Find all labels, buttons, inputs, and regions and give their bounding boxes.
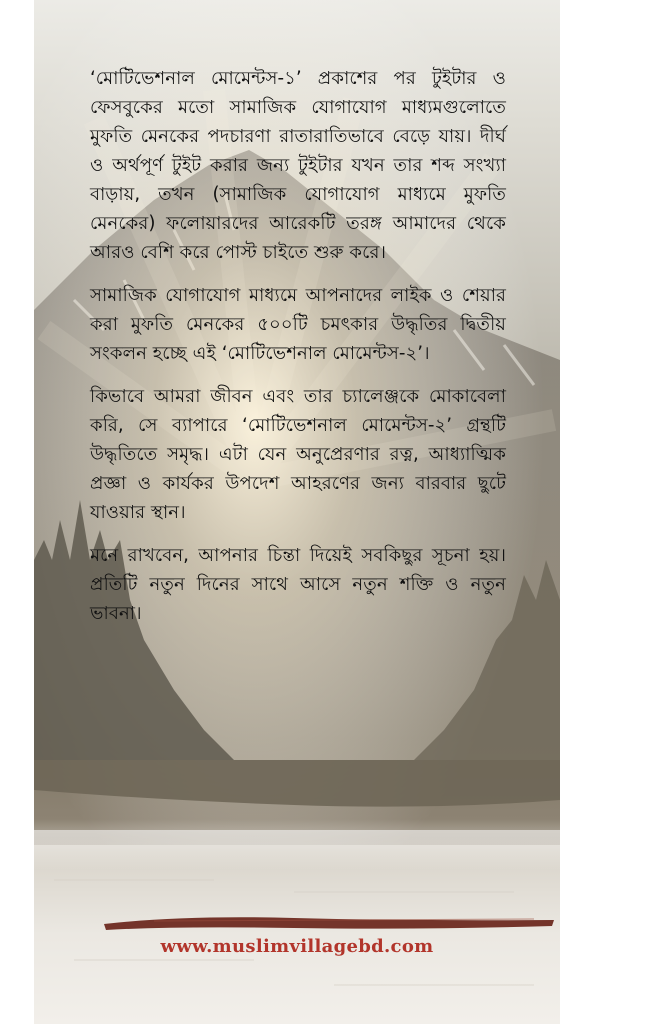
lake	[34, 845, 560, 1024]
paragraph-4: মনে রাখবেন, আপনার চিন্তা দিয়েই সবকিছুর সূচনা হয়। প্রতিটি নতুন দিনের সাথে আসে নতুন শক্তি ও নতুন ভাবনা।	[90, 545, 506, 624]
paragraph-3: কিভাবে আমরা জীবন এবং তার চ্যালেঞ্জকে মোকাবেলা করি, সে ব্যাপারে ‘মোটিভেশনাল মোমেন্টস-২’ গ্রন্থটি উদ্ধৃতিতে সমৃদ্ধ। এটা যেন অনুপ্রেরণার রত্ন, আধ্যাত্মিক প্রজ্ঞা ও কার্যকর উপদেশ আহরণের জন্য বারবার ছুটে যাওয়ার স্থান।	[90, 386, 506, 523]
paragraph-2: সামাজিক যোগাযোগ মাধ্যমে আপনাদের লাইক ও শেয়ার করা মুফতি মেনকের ৫০০টি চমৎকার উদ্ধৃতির দ্বিতীয় সংকলন হচ্ছে এই ‘মোটিভেশনাল মোমেন্টস-২’।	[90, 285, 506, 364]
paragraph-1: ‘মোটিভেশনাল মোমেন্টস-১’ প্রকাশের পর টুইটার ও ফেসবুকের মতো সামাজিক যোগাযোগ মাধ্যমগুলোতে মুফতি মেনকের পদচারণা রাতারাতিভাবে বেড়ে যায়। দীর্ঘ ও অর্থপূর্ণ টুইট করার জন্য টুইটার যখন তার শব্দ সংখ্যা বাড়ায়, তখন (সামাজিক যোগাযোগ মাধ্যমে মুফতি মেনকের) ফলোয়ারদের আরেকটি তরঙ্গ আমাদের থেকে আরও বেশি করে পোস্ট চাইতে শুরু করে।	[90, 68, 506, 263]
description-text	[90, 64, 506, 642]
cover-card	[34, 0, 560, 1024]
website-link[interactable]: www.muslimvillagebd.com	[160, 936, 434, 957]
